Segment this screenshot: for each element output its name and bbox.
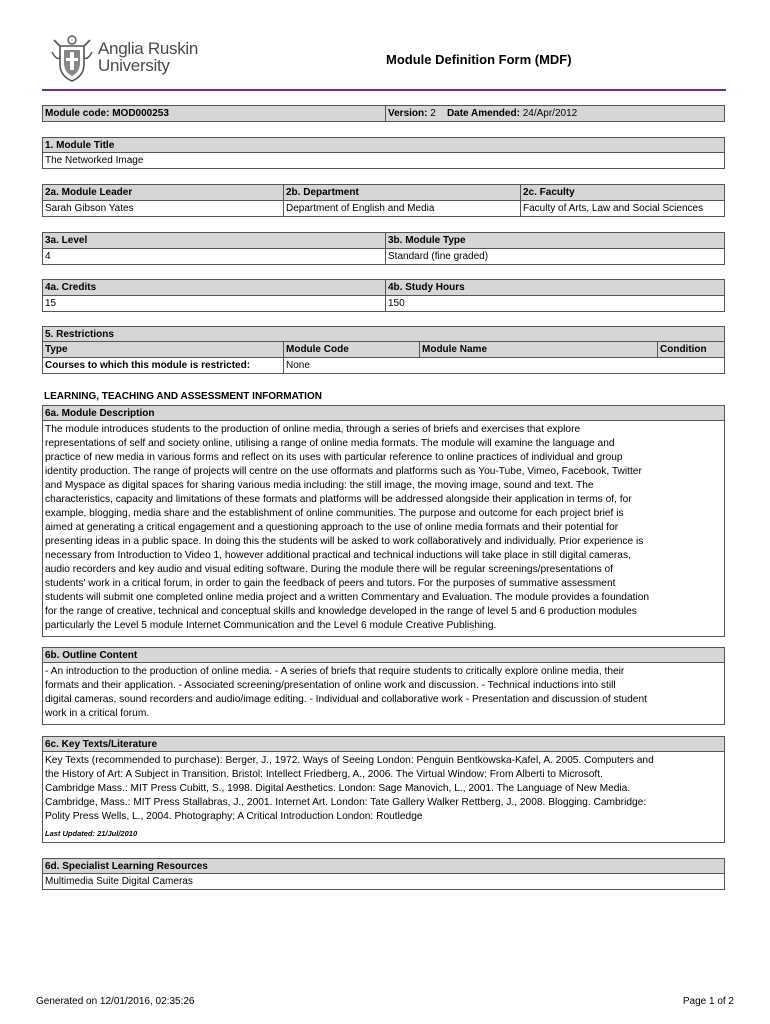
text-line: and Myspace as digital spaces for sharing various media including: the still image, the moving image, sound and text. The <box>45 480 594 491</box>
module-type-label: 3b. Module Type <box>385 233 724 248</box>
faculty-value: Faculty of Arts, Law and Social Sciences <box>520 201 724 216</box>
text-line: characteristics, capacity and limitations of these formats and platforms will be addressed alongside their application in terms of, for <box>45 494 632 505</box>
org-name-line1: Anglia Ruskin <box>98 39 199 58</box>
col-type: Type <box>45 344 68 355</box>
learning-resources-value: Multimedia Suite Digital Cameras <box>45 876 193 887</box>
text-line: for the range of creative, technical and conceptual skills and knowledge developed in the range of level 5 and 6 production modules <box>45 606 637 617</box>
text-line: necessary from Introduction to Video 1, however additional practical and technical inductions will take place in still digital cameras, <box>45 550 631 561</box>
outline-content-box <box>42 647 725 725</box>
text-line: example, blogging, media share and the establishment of online communities. The purpose and outcome for each project brief is <box>45 508 624 519</box>
text-line: Polity Press Wells, L., 2004. Photography; A Critical Introduction London: Routledge <box>45 811 423 822</box>
module-meta-box <box>42 105 725 122</box>
learning-resources-label: 6d. Specialist Learning Resources <box>43 859 724 874</box>
university-logo <box>50 34 210 84</box>
department-label: 2b. Department <box>283 185 520 200</box>
study-hours-value: 150 <box>385 296 724 311</box>
page-number: Page 1 of 2 <box>682 996 734 1007</box>
key-texts-text <box>43 752 724 824</box>
module-description-box <box>42 405 725 637</box>
restriction-code: None <box>283 358 419 373</box>
department-value: Department of English and Media <box>283 201 520 216</box>
version-date-cell <box>385 106 724 121</box>
module-code: Module code: MOD000253 <box>45 108 169 119</box>
text-line: practice of new media in various forms and reflect on its uses with particular reference to online practices of individual and group <box>45 452 623 463</box>
faculty-label: 2c. Faculty <box>520 185 724 200</box>
generated-timestamp: Generated on 12/01/2016, 02:35:26 <box>36 996 195 1007</box>
module-description-text <box>43 421 724 636</box>
outline-content-text <box>43 663 724 724</box>
module-title-value: The Networked Image <box>45 155 144 166</box>
date-amended-label: Date Amended: <box>446 108 520 119</box>
text-line: Cambridge, Mass.: MIT Press Stallabras, J., 2001. Internet Art. London: Tate Gallery Walker Rettberg, J., 2008. Blogging. Cambridge: <box>45 797 647 808</box>
module-description-label: 6a. Module Description <box>43 406 724 421</box>
module-leader-label: 2a. Module Leader <box>45 187 133 198</box>
text-line: - An introduction to the production of online media. - A series of briefs that require students to critically explore online media, their <box>45 666 625 677</box>
text-line: representations of self and society online, utilising a range of online media formats. The module will examine the language and <box>45 438 615 449</box>
restrictions-label: 5. Restrictions <box>43 327 724 342</box>
credits-value: 15 <box>45 298 57 309</box>
restriction-type: Courses to which this module is restricted: <box>45 360 251 371</box>
credits-box <box>42 279 725 312</box>
version-label: Version: <box>388 108 428 119</box>
module-leader-box <box>42 184 725 217</box>
module-title-label: 1. Module Title <box>43 138 724 153</box>
text-line: students will submit one completed online media project and a written Commentary and Evaluation. The module provides a foundation <box>45 592 650 603</box>
text-line: particularly the Level 5 module Internet Communication and the Level 6 module Creative Publishing. <box>45 620 497 631</box>
outline-content-label: 6b. Outline Content <box>43 648 724 663</box>
module-leader-value: Sarah Gibson Yates <box>45 203 134 214</box>
key-texts-box <box>42 736 725 843</box>
text-line: identity production. The range of projects will centre on the use offormats and platforms such as You-Tube, Vimeo, Facebook, Twitter <box>45 466 642 477</box>
restrictions-box <box>42 326 725 374</box>
crest-icon <box>50 34 94 84</box>
col-condition: Condition <box>657 342 724 357</box>
form-title: Module Definition Form (MDF) <box>386 52 572 67</box>
last-updated: Last Updated: 21/Jul/2010 <box>45 829 138 838</box>
date-amended-value: 24/Apr/2012 <box>522 108 578 119</box>
credits-label: 4a. Credits <box>45 282 97 293</box>
text-line: digital cameras, sound recorders and audio/image editing. - Individual and collaborative work - Presentation and discussion of student <box>45 694 647 705</box>
version-value: 2 <box>430 108 436 119</box>
text-line: aimed at generating a critical engagement and a questioning approach to the use of online media formats and their potential for <box>45 522 619 533</box>
lta-section-title: LEARNING, TEACHING AND ASSESSMENT INFORMATION <box>44 391 322 402</box>
text-line: students' work in a critical forum, in order to gain the feedback of peers and tutors. For the purposes of summative assessment <box>45 578 616 589</box>
learning-resources-box <box>42 858 725 890</box>
study-hours-label: 4b. Study Hours <box>385 280 724 295</box>
level-box <box>42 232 725 265</box>
text-line: formats and their application. - Associated screening/presentation of online work and discussion. - Technical inductions into still <box>45 680 616 691</box>
text-line: the History of Art: A Subject in Transition. Bristol: Intellect Friedberg, A., 2006. The Virtual Window: From Alberti to Microsoft. <box>45 769 603 780</box>
text-line: Key Texts (recommended to purchase): Berger, J., 1972. Ways of Seeing London: Penguin Bentkowska-Kafel, A. 2005. Computers and <box>45 755 654 766</box>
module-type-value: Standard (fine graded) <box>385 249 724 264</box>
org-name-line2: University <box>98 56 170 75</box>
level-value: 4 <box>45 251 51 262</box>
module-title-box <box>42 137 725 169</box>
text-line: presenting ideas in a public space. In doing this the students will be asked to work collaboratively and individually. Prior experience is <box>45 536 644 547</box>
text-line: work in a critical forum. <box>45 708 150 719</box>
level-label: 3a. Level <box>45 235 88 246</box>
key-texts-label: 6c. Key Texts/Literature <box>43 737 724 752</box>
col-module-code: Module Code <box>283 342 419 357</box>
text-line: The module introduces students to the production of online media, through a series of briefs and exercises that explore <box>45 424 581 435</box>
text-line: audio recorders and key audio and visual editing software. During the module there will be regular screenings/presentations of <box>45 564 613 575</box>
header-divider <box>42 89 726 91</box>
col-module-name: Module Name <box>419 342 657 357</box>
text-line: Cambridge Mass.: MIT Press Cubitt, S., 1998. Digital Aesthetics. London: Sage Manovich, L., 2001. The Language of New Media. <box>45 783 631 794</box>
university-name <box>98 40 198 74</box>
